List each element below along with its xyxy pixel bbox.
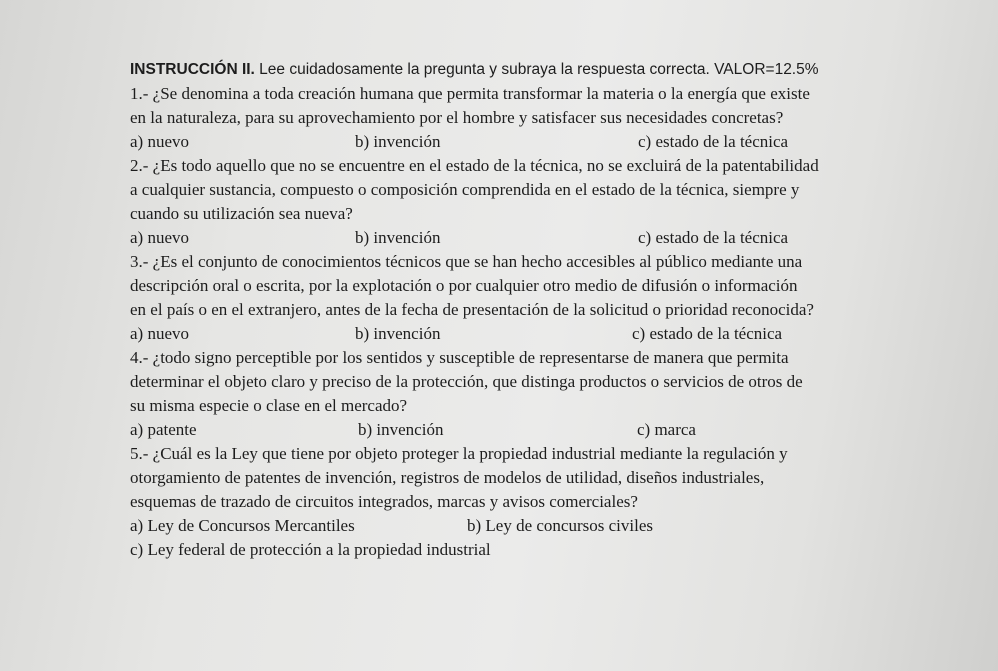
question-3-line-3: en el país o en el extranjero, antes de la fecha de presentación de la solicitud o prioridad reconocida?	[130, 300, 814, 319]
question-5-line-3: esquemas de trazado de circuitos integrados, marcas y avisos comerciales?	[130, 492, 638, 511]
question-3-option-c[interactable]: c) estado de la técnica	[632, 324, 783, 343]
question-3-option-b[interactable]: b) invención	[355, 324, 441, 343]
question-4-line-3: su misma especie o clase en el mercado?	[130, 396, 408, 415]
question-4-line-2: determinar el objeto claro y preciso de la protección, que distinga productos o servicios de otros de	[130, 372, 803, 391]
question-4-option-b[interactable]: b) invención	[358, 420, 444, 439]
question-2-option-a[interactable]: a) nuevo	[130, 228, 190, 247]
question-5-option-b[interactable]: b) Ley de concursos civiles	[467, 516, 653, 535]
question-4-line-1: 4.- ¿todo signo perceptible por los sentidos y susceptible de representarse de manera que permita	[130, 348, 789, 367]
worksheet-content	[130, 58, 920, 562]
instruction-line	[130, 58, 920, 82]
question-5-option-a[interactable]: a) Ley de Concursos Mercantiles	[130, 516, 355, 535]
question-4-option-c[interactable]: c) marca	[637, 420, 696, 439]
question-1-option-a[interactable]: a) nuevo	[130, 132, 190, 151]
question-2-option-c[interactable]: c) estado de la técnica	[638, 228, 789, 247]
question-2-line-2: a cualquier sustancia, compuesto o composición comprendida en el estado de la técnica, siempre y	[130, 180, 800, 199]
question-3	[130, 250, 920, 322]
instruction-prefix: INSTRUCCIÓN II.	[130, 61, 255, 78]
question-1-line-1: 1.- ¿Se denomina a toda creación humana que permita transformar la materia o la energía que existe	[130, 84, 810, 103]
question-1-option-b[interactable]: b) invención	[355, 132, 441, 151]
question-4-option-a[interactable]: a) patente	[130, 420, 197, 439]
question-2-options	[130, 226, 920, 250]
question-3-line-1: 3.- ¿Es el conjunto de conocimientos técnicos que se han hecho accesibles al público mediante una	[130, 252, 803, 271]
question-5-options-row-1	[130, 514, 920, 538]
question-5-line-2: otorgamiento de patentes de invención, registros de modelos de utilidad, diseños industriales,	[130, 468, 765, 487]
question-1-line-2: en la naturaleza, para su aprovechamiento por el hombre y satisfacer sus necesidades concretas?	[130, 108, 784, 127]
question-5-options-row-2	[130, 538, 920, 562]
question-4	[130, 346, 920, 418]
question-3-option-a[interactable]: a) nuevo	[130, 324, 190, 343]
question-2-line-1: 2.- ¿Es todo aquello que no se encuentre en el estado de la técnica, no se excluirá de la patentabilidad	[130, 156, 819, 175]
question-1-options	[130, 130, 920, 154]
question-1-option-c[interactable]: c) estado de la técnica	[638, 132, 789, 151]
question-5-option-c[interactable]: c) Ley federal de protección a la propiedad industrial	[130, 540, 491, 559]
question-5-line-1: 5.- ¿Cuál es la Ley que tiene por objeto proteger la propiedad industrial mediante la regulación y	[130, 444, 788, 463]
instruction-text: Lee cuidadosamente la pregunta y subraya la respuesta correcta. VALOR=12.5%	[254, 61, 819, 78]
question-3-options	[130, 322, 920, 346]
question-5	[130, 442, 920, 514]
question-2-line-3: cuando su utilización sea nueva?	[130, 204, 353, 223]
question-2-option-b[interactable]: b) invención	[355, 228, 441, 247]
question-3-line-2: descripción oral o escrita, por la explotación o por cualquier otro medio de difusión o información	[130, 276, 798, 295]
question-2	[130, 154, 920, 226]
question-1	[130, 82, 920, 130]
question-4-options	[130, 418, 920, 442]
